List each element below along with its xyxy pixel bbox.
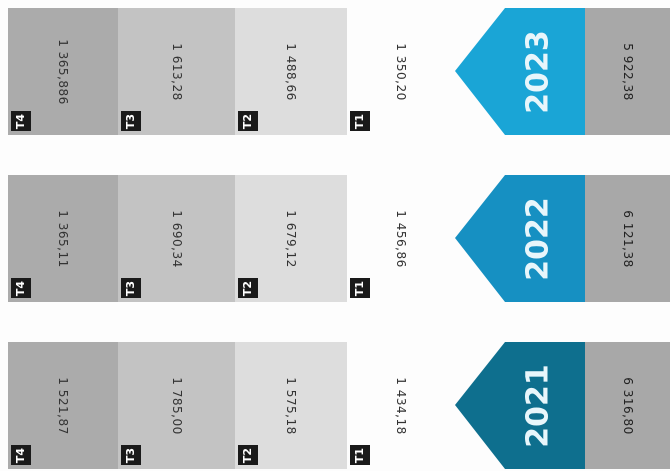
quarter-value: 1 456,86 bbox=[394, 209, 408, 268]
quarter-cell bbox=[235, 342, 347, 469]
quarter-value: 1 488,66 bbox=[284, 42, 298, 101]
quarter-tag: T1 bbox=[350, 278, 370, 298]
quarter-value: 1 521,87 bbox=[56, 376, 70, 435]
quarter-cell bbox=[235, 8, 347, 135]
quarter-value: 1 365,886 bbox=[56, 38, 70, 105]
quarter-tag: T4 bbox=[11, 445, 31, 465]
quarter-cell bbox=[8, 175, 118, 302]
quarter-value: 1 679,12 bbox=[284, 209, 298, 268]
year-label: 2021 bbox=[520, 363, 556, 448]
quarter-cell bbox=[235, 175, 347, 302]
quarter-tag: T1 bbox=[350, 445, 370, 465]
quarter-tag: T2 bbox=[238, 278, 258, 298]
quarter-tag: T4 bbox=[11, 111, 31, 131]
year-total-value: 6 316,80 bbox=[620, 376, 635, 435]
quarter-value: 1 613,28 bbox=[169, 42, 184, 101]
quarter-value: 1 350,20 bbox=[394, 42, 408, 101]
year-total-value: 6 121,38 bbox=[620, 209, 635, 268]
quarter-value: 1 785,00 bbox=[169, 376, 184, 435]
quarter-cell bbox=[118, 342, 235, 469]
year-row-2023 bbox=[0, 8, 670, 135]
year-label: 2022 bbox=[520, 196, 556, 281]
quarter-tag: T3 bbox=[121, 111, 141, 131]
quarter-cell bbox=[347, 175, 455, 302]
quarter-value: 1 365,11 bbox=[56, 209, 70, 268]
year-arrow-shape bbox=[455, 175, 585, 302]
quarter-cell bbox=[347, 342, 455, 469]
quarter-cell bbox=[118, 175, 235, 302]
quarter-tag: T1 bbox=[350, 111, 370, 131]
quarter-value: 1 575,18 bbox=[284, 376, 298, 435]
quarter-value: 1 434,18 bbox=[394, 376, 408, 435]
quarter-cell bbox=[118, 8, 235, 135]
year-arrow-shape bbox=[455, 342, 585, 469]
year-total-value: 5 922,38 bbox=[620, 42, 635, 101]
year-total-cell bbox=[585, 8, 670, 135]
quarter-value: 1 690,34 bbox=[169, 209, 184, 268]
year-total-cell bbox=[585, 175, 670, 302]
quarter-cell bbox=[8, 8, 118, 135]
quarter-tag: T2 bbox=[238, 445, 258, 465]
quarter-tag: T3 bbox=[121, 278, 141, 298]
quarter-tag: T2 bbox=[238, 111, 258, 131]
quarter-cell bbox=[347, 8, 455, 135]
quarter-tag: T4 bbox=[11, 278, 31, 298]
year-label: 2023 bbox=[520, 29, 556, 114]
quarter-tag: T3 bbox=[121, 445, 141, 465]
quarter-cell bbox=[8, 342, 118, 469]
year-arrow-shape bbox=[455, 8, 585, 135]
year-total-cell bbox=[585, 342, 670, 469]
year-row-2021 bbox=[0, 342, 670, 469]
year-row-2022 bbox=[0, 175, 670, 302]
